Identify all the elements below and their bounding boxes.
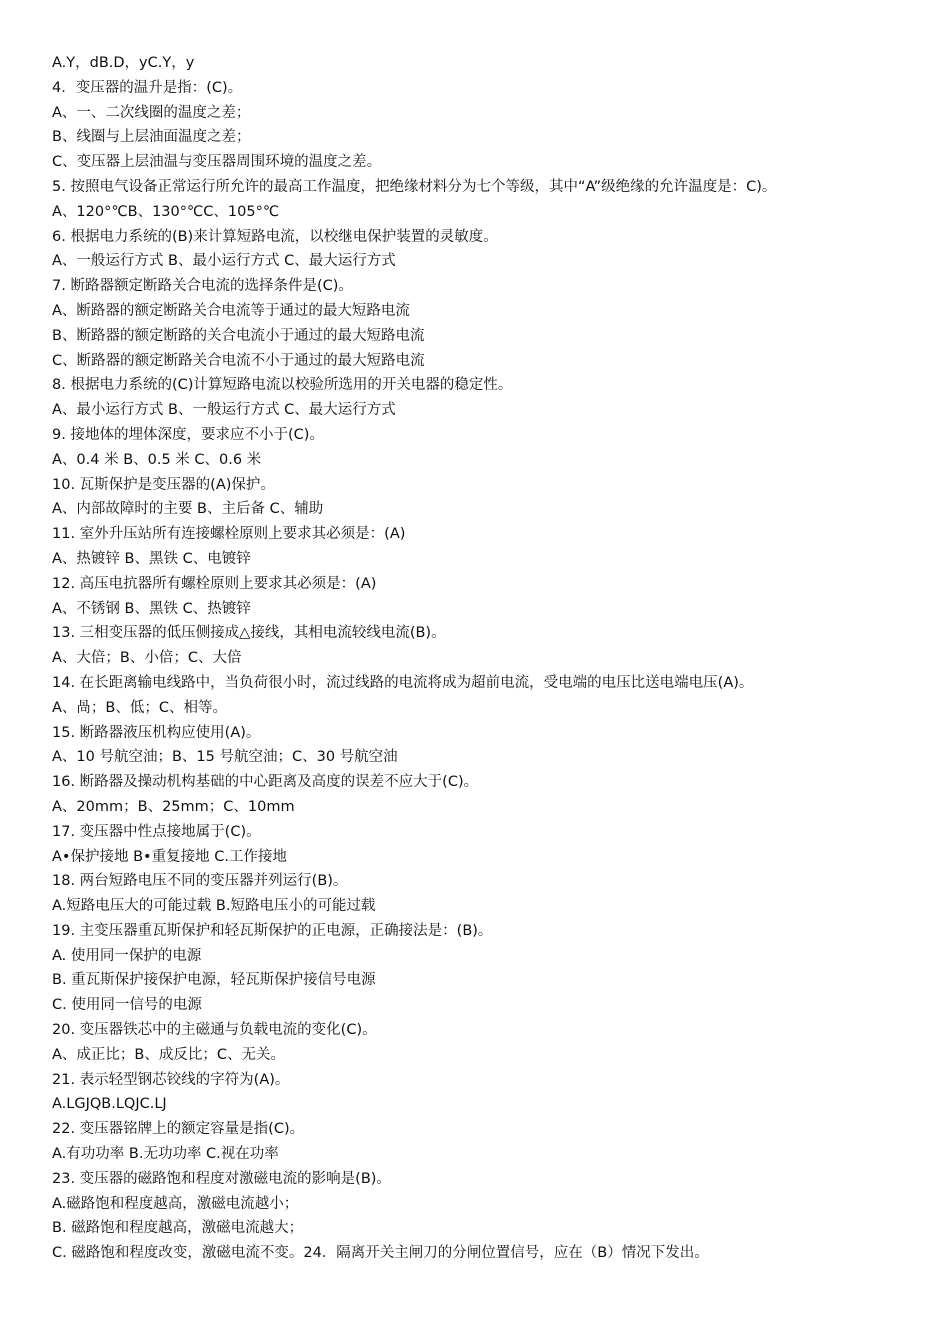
option-line: A.短路电压大的可能过载 B.短路电压小的可能过载	[52, 898, 376, 915]
option-line: A、不锈钢 B、黑铁 C、热镀锌	[52, 600, 251, 617]
text-line: A.Y，dB.D，yC.Y，y	[52, 55, 195, 71]
question-line: 18. 两台短路电压不同的变压器并列运行(B)。	[52, 873, 348, 890]
question-line: 21. 表示轻型钢芯铰线的字符为(A)。	[52, 1071, 290, 1088]
option-line: A、大倍；B、小倍；C、大倍	[52, 650, 242, 667]
question-line: 5. 按照电气设备正常运行所允许的最高工作温度，把绝缘材料分为七个等级，其中“A”级绝缘的允许温度是：C)。	[52, 178, 777, 195]
option-line: A、20mm；B、25mm；C、10mm	[52, 798, 295, 815]
question-line: 15. 断路器液压机构应使用(A)。	[52, 724, 261, 741]
option-line: B、断路器的额定断路的关合电流小于通过的最大短路电流	[52, 327, 425, 344]
option-line: A、最小运行方式 B、一般运行方式 C、最大运行方式	[52, 402, 396, 419]
option-line: A、断路器的额定断路关合电流等于通过的最大短路电流	[52, 302, 410, 319]
question-line: 7. 断路器额定断路关合电流的选择条件是(C)。	[52, 278, 353, 295]
question-line: 16. 断路器及操动机构基础的中心距离及高度的误差不应大于(C)。	[52, 774, 479, 791]
question-line: 4．变压器的温升是指：(C)。	[52, 79, 243, 96]
option-line: C. 使用同一信号的电源	[52, 997, 202, 1014]
question-line: 23. 变压器的磁路饱和程度对激磁电流的影响是(B)。	[52, 1170, 391, 1187]
option-line: A、120°℃B、130°℃C、105°℃	[52, 203, 280, 220]
option-line: B. 磁路饱和程度越高，激磁电流越大；	[52, 1220, 304, 1237]
question-line: 8. 根据电力系统的(C)计算短路电流以校验所选用的开关电器的稳定性。	[52, 377, 513, 394]
option-line: A、成正比；B、成反比；C、无关。	[52, 1046, 285, 1063]
question-line: 13. 三相变压器的低压侧接成△接线，其相电流较线电流(B)。	[52, 625, 446, 642]
option-line: A、一般运行方式 B、最小运行方式 C、最大运行方式	[52, 253, 396, 270]
option-line: B. 重瓦斯保护接保护电源，轻瓦斯保护接信号电源	[52, 972, 376, 989]
question-line: 14. 在长距离输电线路中，当负荷很小时，流过线路的电流将成为超前电流，受电端的电压比送电端电压(A)。	[52, 674, 754, 691]
question-line: 12. 高压电抗器所有螺栓原则上要求其必须是：(A)	[52, 575, 377, 592]
option-line: A. 使用同一保护的电源	[52, 947, 202, 964]
document-page	[52, 51, 942, 1266]
option-line: A.磁路饱和程度越高，激磁电流越小；	[52, 1195, 299, 1212]
option-line: C、变压器上层油温与变压器周围环境的温度之差。	[52, 154, 382, 171]
question-line: 11. 室外升压站所有连接螺栓原则上要求其必须是：(A)	[52, 526, 406, 543]
option-line: A、一、二次线圈的温度之差；	[52, 104, 251, 121]
option-line: A、内部故障时的主要 B、主后备 C、辅助	[52, 501, 324, 518]
option-line: C. 磁路饱和程度改变，激磁电流不变。24．隔离开关主闸刀的分闸位置信号，应在（B）情况下发出。	[52, 1245, 709, 1262]
question-line: 22. 变压器铭牌上的额定容量是指(C)。	[52, 1121, 305, 1138]
option-line: A•保护接地 B•重复接地 C.工作接地	[52, 848, 287, 865]
question-line: 20. 变压器铁芯中的主磁通与负载电流的变化(C)。	[52, 1022, 377, 1039]
option-line: A、0.4 米 B、0.5 米 C、0.6 米	[52, 451, 262, 468]
question-line: 19. 主变压器重瓦斯保护和轻瓦斯保护的正电源，正确接法是：(B)。	[52, 922, 493, 939]
option-line: A.LGJQB.LQJC.LJ	[52, 1096, 167, 1113]
question-line: 10. 瓦斯保护是变压器的(A)保护。	[52, 476, 275, 493]
question-line: 9. 接地体的埋体深度，要求应不小于(C)。	[52, 426, 324, 443]
option-line: A.有功功率 B.无功功率 C.视在功率	[52, 1146, 279, 1163]
option-line: C、断路器的额定断路关合电流不小于通过的最大短路电流	[52, 352, 425, 369]
question-line: 6. 根据电力系统的(B)来计算短路电流，以校继电保护装置的灵敏度。	[52, 228, 498, 245]
option-line: A、热镀锌 B、黑铁 C、电镀锌	[52, 550, 251, 567]
option-line: A、10 号航空油；B、15 号航空油；C、30 号航空油	[52, 749, 398, 766]
option-line: A、咼；B、低；C、相等。	[52, 699, 227, 716]
question-line: 17. 变压器中性点接地属于(C)。	[52, 823, 261, 840]
option-line: B、线圈与上层油面温度之差；	[52, 129, 251, 146]
